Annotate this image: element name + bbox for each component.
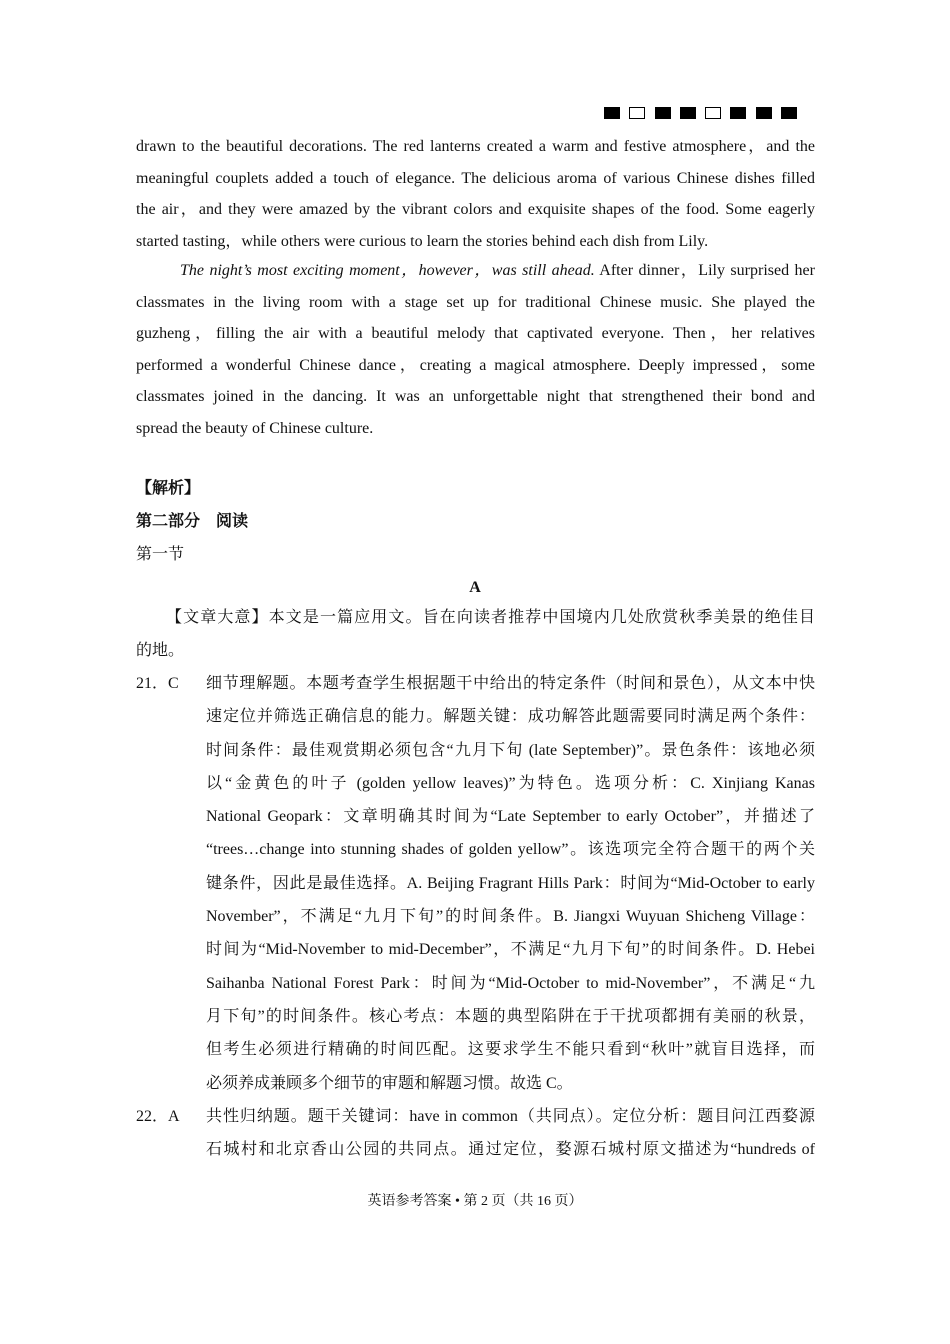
analysis-label: 【解析】 bbox=[136, 480, 201, 497]
filled-square-icon bbox=[655, 107, 671, 119]
explanation-line: 以“金黄色的叶子 (golden yellow leaves)”为特色。选项分析：C. Xinjiang Kanas bbox=[206, 774, 815, 792]
summary-line: 的地。 bbox=[136, 642, 185, 659]
story-line: meaningful couplets added a touch of elegance. The delicious aroma of various Chinese dishes filled bbox=[136, 169, 815, 187]
summary-line: 【文章大意】本文是一篇应用文。旨在向读者推荐中国境内几处欣赏秋季美景的绝佳目 bbox=[166, 609, 815, 626]
story-line: performed a wonderful Chinese dance，creating a magical atmosphere. Deeply impressed，some bbox=[136, 356, 815, 374]
explanation-line: 时间条件：最佳观赏期必须包含“九月下旬 (late September)”。景色条件：该地必须 bbox=[206, 741, 815, 759]
explanation-line: “trees…change into stunning shades of golden yellow”。该选项完全符合题干的两个关 bbox=[206, 841, 815, 859]
explanation-line: Saihanba National Forest Park：时间为“Mid-October to mid-November”，不满足“九 bbox=[206, 974, 815, 992]
explanation-line: 细节理解题。本题考查学生根据题干中给出的特定条件（时间和景色），从文本中快 bbox=[206, 675, 815, 692]
section-title: 第一节 bbox=[136, 546, 185, 563]
part-title: 第二部分 阅读 bbox=[136, 513, 249, 530]
passage-letter: A bbox=[469, 579, 481, 596]
hollow-square-icon bbox=[705, 107, 721, 119]
filled-square-icon bbox=[680, 107, 696, 119]
story-paragraph-2 bbox=[136, 255, 815, 444]
filled-square-icon bbox=[756, 107, 772, 119]
story-line: started tasting，while others were curious to learn the stories behind each dish from Lily. bbox=[136, 232, 709, 250]
explanation-line: November”，不满足“九月下旬”的时间条件。B. Jiangxi Wuyuan Shicheng Village： bbox=[206, 908, 815, 926]
question-explanation bbox=[206, 667, 815, 1100]
passage-summary bbox=[136, 601, 815, 667]
story-line: drawn to the beautiful decorations. The red lanterns created a warm and festive atmosphere，and the bbox=[136, 138, 815, 155]
explanation-line: 共性归纳题。题干关键词：have in common（共同点）。定位分析：题目问江西婺源 bbox=[206, 1108, 815, 1125]
explanation-line: 月下旬”的时间条件。核心考点：本题的典型陷阱在于干扰项都拥有美丽的秋景， bbox=[206, 1007, 815, 1025]
explanation-line: 键条件，因此是最佳选择。A. Beijing Fragrant Hills Park：时间为“Mid-October to early bbox=[206, 874, 815, 892]
explanation-line: 速定位并筛选正确信息的能力。解题关键：成功解答此题需要同时满足两个条件： bbox=[206, 708, 815, 726]
story-line: guzheng，filling the air with a beautiful melody that captivated everyone. Then，her relatives bbox=[136, 325, 816, 342]
filled-square-icon bbox=[781, 107, 797, 119]
story-line: classmates in the living room with a stage set up for traditional Chinese music. She played the bbox=[136, 293, 815, 311]
filled-square-icon bbox=[730, 107, 746, 119]
question-number: 21．C bbox=[136, 675, 179, 692]
filled-square-icon bbox=[604, 107, 620, 119]
story-italic-sentence: The night’s most exciting moment，however，was still ahead. bbox=[180, 262, 595, 279]
header-marks bbox=[604, 107, 806, 121]
story-line-rest: After dinner，Lily surprised her bbox=[594, 262, 815, 279]
question-number: 22．A bbox=[136, 1108, 180, 1125]
explanation-line: 时间为“Mid-November to mid-December”，不满足“九月下旬”的时间条件。D. Hebei bbox=[206, 941, 815, 959]
explanation-line: National Geopark：文章明确其时间为“Late September to early October”，并描述了 bbox=[206, 808, 815, 826]
story-paragraph-1 bbox=[136, 131, 815, 257]
hollow-square-icon bbox=[629, 107, 645, 119]
explanation-line: 石城村和北京香山公园的共同点。通过定位，婺源石城村原文描述为“hundreds of bbox=[206, 1141, 815, 1159]
explanation-line: 必须养成兼顾多个细节的审题和解题习惯。故选 C。 bbox=[206, 1074, 573, 1092]
explanation-line: 但考生必须进行精确的时间匹配。这要求学生不能只看到“秋叶”就盲目选择，而 bbox=[206, 1041, 815, 1059]
story-line: spread the beauty of Chinese culture. bbox=[136, 419, 374, 437]
story-line: the air，and they were amazed by the vibrant colors and exquisite shapes of the food. Some eagerly bbox=[136, 201, 815, 218]
story-line: classmates joined in the dancing. It was an unforgettable night that strengthened their bond and bbox=[136, 388, 815, 405]
story-line-first bbox=[136, 255, 815, 287]
page-footer: 英语参考答案 • 第 2 页（共 16 页） bbox=[367, 1194, 583, 1209]
question-explanation bbox=[206, 1100, 815, 1167]
